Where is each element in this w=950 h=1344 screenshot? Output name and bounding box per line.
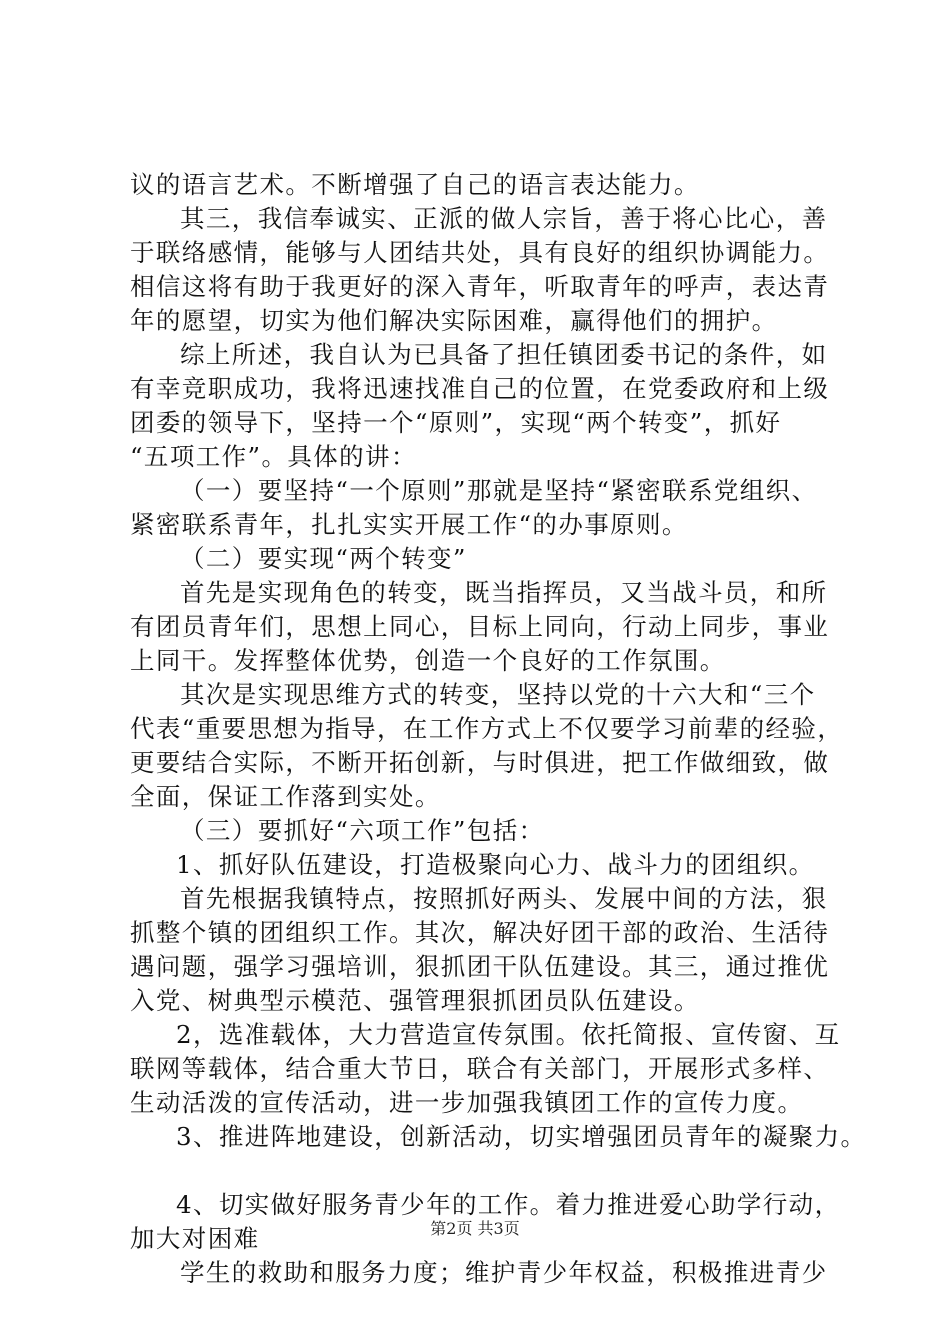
text-line: 有团员青年们，思想上同心，目标上同向，行动上同步，事业	[130, 612, 830, 641]
text-line: 2，选准载体，大力营造宣传氛围。依托简报、宣传窗、互	[176, 1020, 841, 1049]
text-line: 首先根据我镇特点，按照抓好两头、发展中间的方法，狠	[180, 884, 828, 913]
text-line: 紧密联系青年，扎扎实实开展工作“的办事原则。	[130, 510, 688, 539]
text-line: 上同干。发挥整体优势，创造一个良好的工作氛围。	[130, 646, 726, 675]
text-line: 相信这将有助于我更好的深入青年，听取青年的呼声，表达青	[130, 272, 830, 301]
text-line: “五项工作”。具体的讲：	[130, 442, 417, 471]
text-line: 学生的救助和服务力度；维护青少年权益，积极推进青少	[180, 1258, 828, 1287]
text-line: 议的语言艺术。不断增强了自己的语言表达能力。	[130, 170, 700, 199]
text-line: 代表“重要思想为指导，在工作方式上不仅要学习前辈的经验，	[130, 714, 844, 743]
text-line: 联网等载体，结合重大节日，联合有关部门，开展形式多样、	[130, 1054, 830, 1083]
text-line: 4、切实做好服务青少年的工作。着力推进爱心助学行动，	[176, 1190, 841, 1219]
text-line: 综上所述，我自认为已具备了担任镇团委书记的条件，如	[180, 340, 828, 369]
text-line: 入党、树典型示模范、强管理狠抓团员队伍建设。	[130, 986, 700, 1015]
text-line: 其三，我信奉诚实、正派的做人宗旨，善于将心比心，善	[180, 204, 828, 233]
text-line: 首先是实现角色的转变，既当指挥员，又当战斗员，和所	[180, 578, 828, 607]
text-line: 于联络感情，能够与人团结共处，具有良好的组织协调能力。	[130, 238, 830, 267]
text-line: 1、抓好队伍建设，打造极聚向心力、战斗力的团组织。	[176, 850, 815, 879]
text-line: 更要结合实际，不断开拓创新，与时俱进，把工作做细致，做	[130, 748, 830, 777]
text-line: （一）要坚持“一个原则”那就是坚持“紧密联系党组织、	[180, 476, 818, 505]
text-line: 年的愿望，切实为他们解决实际困难，赢得他们的拥护。	[130, 306, 778, 335]
text-line: （二）要实现“两个转变”	[180, 544, 467, 573]
text-line: 遇问题，强学习强培训，狠抓团干队伍建设。其三，通过推优	[130, 952, 830, 981]
text-line: 3、推进阵地建设，创新活动，切实增强团员青年的凝聚力。	[176, 1122, 867, 1151]
text-line: 其次是实现思维方式的转变，坚持以党的十六大和“三个	[180, 680, 816, 709]
text-line: （三）要抓好“六项工作”包括：	[180, 816, 545, 845]
text-line: 加大对困难	[130, 1224, 260, 1253]
text-line: 全面，保证工作落到实处。	[130, 782, 441, 811]
text-line: 生动活泼的宣传活动，进一步加强我镇团工作的宣传力度。	[130, 1088, 804, 1117]
text-line: 抓整个镇的团组织工作。其次，解决好团干部的政治、生活待	[130, 918, 830, 947]
page-footer: 第2页 共3页	[430, 1219, 520, 1238]
text-line: 团委的领导下，坚持一个“原则”，实现“两个转变”，抓好	[130, 408, 782, 437]
text-line: 有幸竞职成功，我将迅速找准自己的位置，在党委政府和上级	[130, 374, 830, 403]
